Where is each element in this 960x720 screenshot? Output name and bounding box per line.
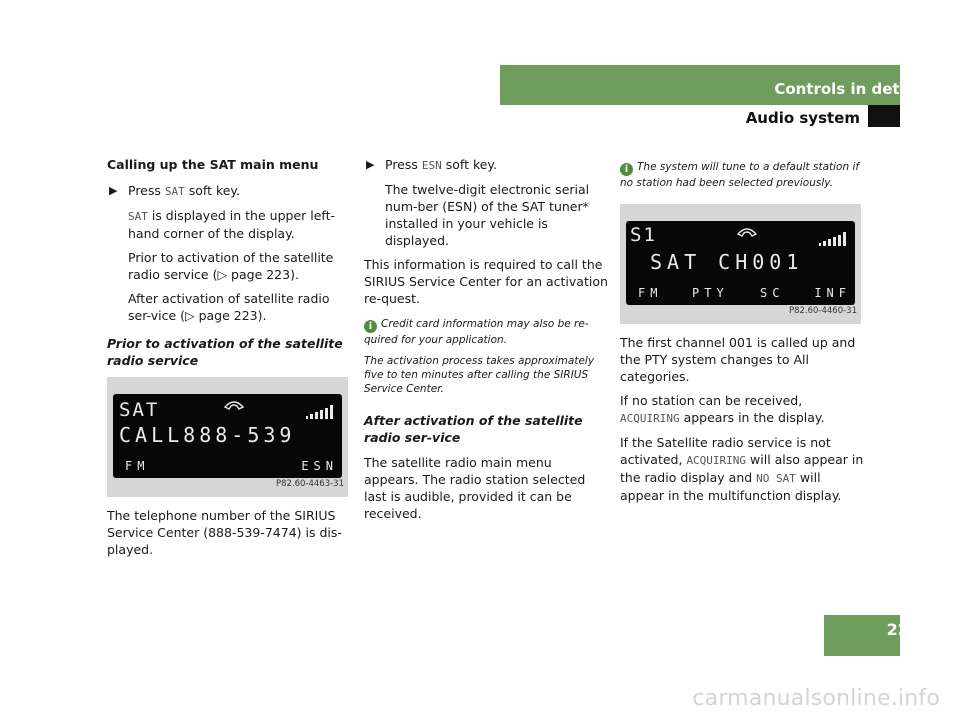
paragraph: The first channel 001 is called up and the PTY system changes to All categories. (620, 335, 856, 384)
arrow-right-icon: ▶ (366, 158, 375, 171)
display-code: ACQUIRING (620, 412, 680, 425)
paragraph: If the Satellite radio service is not activated, ACQUIRING will also appear in the radio display and NO SAT will appear in the multifunction display. (620, 435, 864, 503)
display-line-2: SAT CH001 (650, 250, 804, 274)
section-heading: Calling up the SAT main menu (107, 157, 319, 172)
column-3 (620, 160, 864, 511)
watermark: carmanualsonline.info (692, 686, 940, 711)
signal-strength-icon (819, 232, 846, 246)
column-1 (107, 156, 351, 565)
display-code: ACQUIRING (686, 454, 747, 467)
paragraph: If no station can be received, ACQUIRING appears in the display. (620, 393, 825, 425)
paragraph: SAT is displayed in the upper left-hand corner of the display. (128, 208, 335, 241)
info-note: i Credit card information may also be re-quired for your application. (364, 318, 589, 346)
arrow-right-icon: ▶ (109, 184, 118, 197)
page-number: 223 (886, 620, 920, 639)
lcd-display (113, 394, 342, 478)
info-icon: i (364, 320, 377, 333)
phone-icon (223, 399, 245, 413)
lcd-display (626, 221, 855, 305)
display-line-1: S1 (630, 224, 657, 246)
display-figure (107, 377, 348, 497)
paragraph: The satellite radio main menu appears. The radio station selected last is audible, provided it can be received. (364, 455, 586, 521)
paragraph: After activation of satellite radio ser-vice (▷ page 223). (128, 291, 330, 323)
header-tab-marker (868, 105, 900, 127)
softkey-label: SAT (164, 185, 185, 198)
info-icon: i (620, 163, 633, 176)
paragraph: Prior to activation of the satellite radio service (▷ page 223). (128, 250, 334, 282)
subsection-title: Audio system (745, 109, 860, 127)
softkey-label: ESN (421, 159, 442, 172)
display-code: NO SAT (756, 472, 796, 485)
step-press-esn: ▶ Press ESN soft key. (366, 157, 498, 172)
softkey-pty: PTY (692, 286, 729, 300)
subheading: Prior to activation of the satellite radio service (107, 336, 343, 368)
softkey-inf: INF (814, 286, 851, 300)
figure-reference: P82.60-4460-31 (788, 306, 857, 316)
softkey-fm: FM (638, 286, 663, 300)
info-note: i The system will tune to a default station if no station had been selected previously. (620, 161, 860, 189)
display-line-1: SAT (119, 399, 160, 421)
display-code: SAT (128, 210, 148, 223)
display-line-2: CALL888-539 (119, 423, 296, 447)
paragraph: The twelve-digit electronic serial num-ber (ESN) of the SAT tuner* installed in your vehicle is displayed. (385, 182, 590, 248)
subheading: After activation of the satellite radio ser-vice (364, 413, 583, 445)
column-2 (364, 156, 608, 529)
figure-reference: P82.60-4463-31 (275, 479, 344, 489)
paragraph: This information is required to call the SIRIUS Service Center for an activation re-quest. (364, 257, 608, 306)
section-title: Controls in detail (774, 80, 920, 98)
softkey-sc: SC (760, 286, 785, 300)
signal-strength-icon (306, 405, 333, 419)
phone-icon (736, 226, 758, 240)
step-press-sat: ▶ Press SAT soft key. (109, 183, 241, 198)
info-note-continued: The activation process takes approximately five to ten minutes after calling the SIRIUS Service Center. (364, 355, 595, 395)
softkey-esn: ESN (301, 459, 338, 473)
softkey-fm: FM (125, 459, 150, 473)
figure-caption: The telephone number of the SIRIUS Service Center (888-539-7474) is dis-played. (107, 508, 342, 557)
display-figure (620, 204, 861, 324)
